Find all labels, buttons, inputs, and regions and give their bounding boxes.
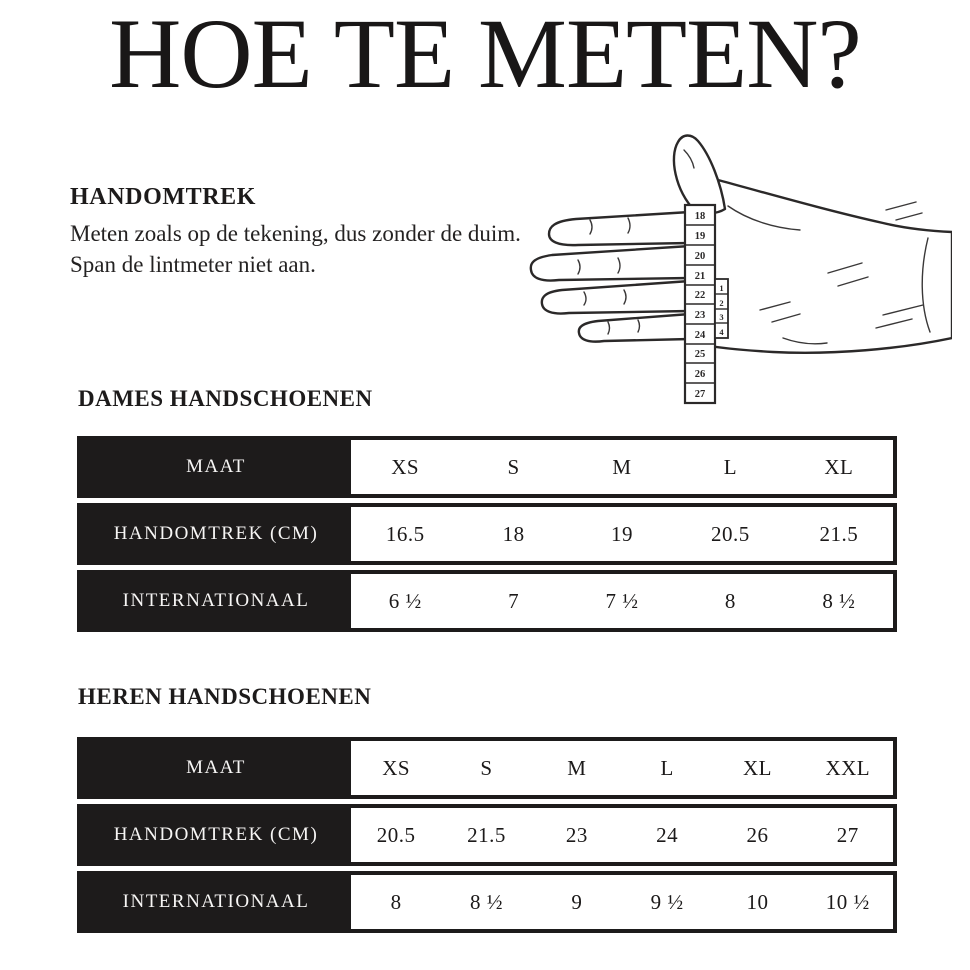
table-row-maat <box>77 436 897 498</box>
table-row-handomtrek <box>77 804 897 866</box>
size-cell: XS <box>391 454 420 479</box>
tape-side-number: 1 <box>719 283 724 293</box>
size-cell: XXL <box>825 755 871 780</box>
value-cell: 19 <box>611 521 634 546</box>
value-cell: 23 <box>565 822 588 847</box>
measuring-instructions <box>70 184 552 281</box>
size-cell: S <box>480 755 493 780</box>
size-cell: L <box>660 755 674 780</box>
value-cell: 27 <box>836 822 859 847</box>
tape-side-number: 4 <box>719 327 724 337</box>
value-cell: 6 ½ <box>388 588 422 613</box>
dames-size-table <box>77 436 897 637</box>
value-cell: 24 <box>656 822 679 847</box>
heren-size-table <box>77 737 897 938</box>
row-label: HANDOMTREK (CM) <box>81 808 351 862</box>
tape-number: 23 <box>694 310 706 321</box>
index-finger <box>549 212 690 245</box>
size-cell: M <box>612 454 632 479</box>
value-cell: 7 ½ <box>605 588 639 613</box>
tape-number: 21 <box>694 271 706 282</box>
value-cell: 21.5 <box>819 521 859 546</box>
tape-number: 24 <box>694 330 706 341</box>
value-cell: 8 ½ <box>469 889 503 914</box>
value-cell: 20.5 <box>376 822 416 847</box>
heren-section-heading: HEREN HANDSCHOENEN <box>78 684 372 709</box>
value-cell: 10 ½ <box>825 889 870 914</box>
value-cell: 20.5 <box>711 521 750 546</box>
tape-number: 25 <box>694 349 706 360</box>
row-label: INTERNATIONAAL <box>81 875 351 929</box>
hand-with-tape-drawing <box>528 110 952 422</box>
value-cell: 16.5 <box>385 521 425 546</box>
value-cell: 9 ½ <box>650 889 684 914</box>
row-label: INTERNATIONAAL <box>81 574 351 628</box>
table-row-internationaal <box>77 570 897 632</box>
value-cell: 18 <box>502 521 525 546</box>
row-label: HANDOMTREK (CM) <box>81 507 351 561</box>
value-cell: 8 <box>724 588 736 613</box>
value-cell: 26 <box>746 822 769 847</box>
tape-number: 18 <box>694 211 706 222</box>
hand-measure-illustration <box>528 110 952 422</box>
tape-number: 27 <box>694 389 706 400</box>
size-cell: M <box>567 755 587 780</box>
value-cell: 8 <box>390 889 402 914</box>
instructions-body: Meten zoals op de tekening, dus zonder de duim. Span de lintmeter niet aan. <box>70 221 521 278</box>
tape-side-number: 2 <box>719 298 724 308</box>
table-row-handomtrek <box>77 503 897 565</box>
size-cell: L <box>723 454 738 479</box>
pinky-finger <box>579 314 690 342</box>
tape-side-number: 3 <box>719 312 724 322</box>
table-row-internationaal <box>77 871 897 933</box>
thumb-outline <box>674 136 725 214</box>
middle-finger <box>531 246 690 281</box>
row-label: MAAT <box>81 741 351 795</box>
value-cell: 9 <box>571 889 583 914</box>
size-cell: XL <box>742 755 772 780</box>
size-cell: S <box>507 454 520 479</box>
size-cell: XL <box>824 454 854 479</box>
value-cell: 8 ½ <box>822 588 856 613</box>
value-cell: 7 <box>508 588 520 613</box>
size-cell: XS <box>382 755 411 780</box>
page-title: HOE TE METEN? <box>109 0 861 109</box>
tape-number: 22 <box>694 290 706 301</box>
tape-number: 19 <box>694 231 706 242</box>
value-cell: 21.5 <box>467 822 506 847</box>
value-cell: 10 <box>746 889 769 914</box>
tape-number: 26 <box>694 369 706 380</box>
tape-number: 20 <box>694 251 706 262</box>
dames-section-heading: DAMES HANDSCHOENEN <box>78 386 373 411</box>
table-row-maat <box>77 737 897 799</box>
ring-finger <box>542 281 690 314</box>
row-label: MAAT <box>81 440 351 494</box>
instructions-heading: HANDOMTREK <box>70 184 256 210</box>
